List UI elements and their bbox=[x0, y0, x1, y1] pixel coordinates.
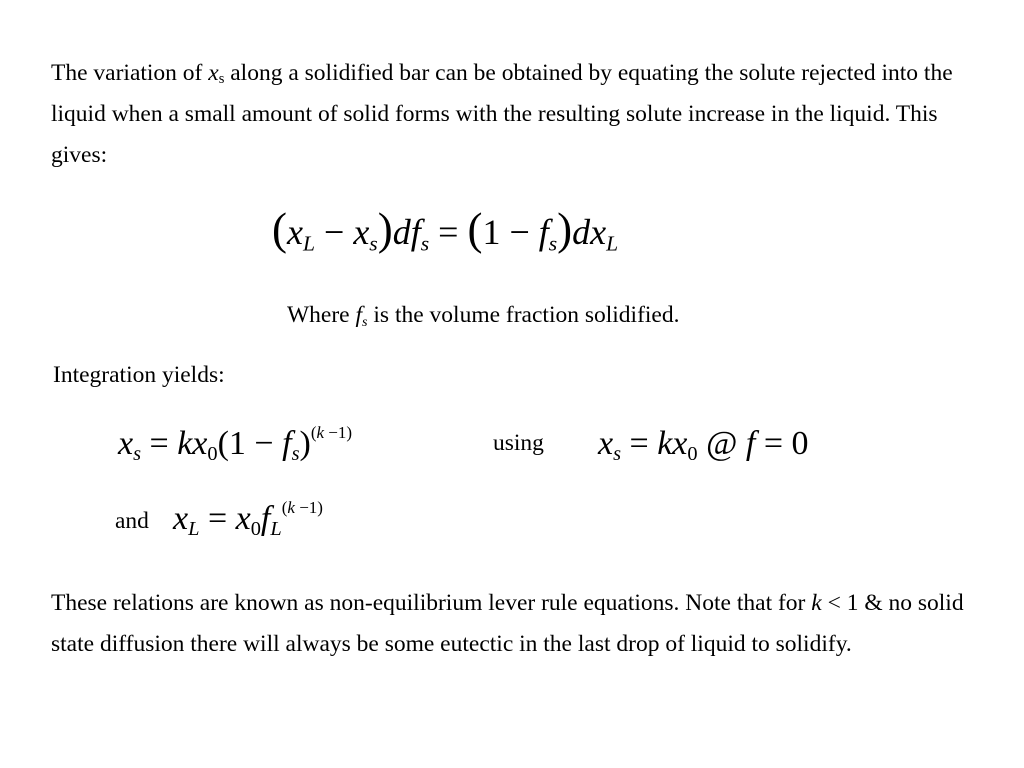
eq2-f-sub: s bbox=[291, 443, 300, 466]
eq3-zero: 0 bbox=[687, 443, 698, 466]
eq3-f: f bbox=[745, 425, 756, 462]
eq1-xl-sub: L bbox=[302, 231, 315, 256]
where-variable-subscript: s bbox=[362, 314, 368, 331]
conclusion-paragraph bbox=[51, 583, 976, 665]
eq2-f: f bbox=[282, 425, 292, 462]
eq4-f: f bbox=[260, 500, 271, 537]
eq4-zero: 0 bbox=[250, 518, 261, 541]
differential-equation bbox=[272, 203, 618, 255]
eq1-one: 1 bbox=[482, 212, 501, 252]
eq1-equals: = bbox=[429, 212, 468, 252]
eq3-lhs-sub: s bbox=[613, 443, 622, 466]
conclusion-k: k bbox=[811, 590, 822, 616]
eq3-equals: = bbox=[621, 425, 658, 462]
eq2-close: ) bbox=[299, 425, 311, 462]
eq1-dx: dx bbox=[572, 212, 607, 252]
boundary-condition-equation bbox=[598, 425, 809, 466]
eq2-open: (1 − bbox=[217, 425, 283, 462]
eq2-exp-rest: −1) bbox=[324, 422, 353, 442]
conclusion-text-end: < 1 & no solid state diffusion there will always be some eutectic in the last drop of liquid to solidify. bbox=[51, 590, 964, 657]
eq1-f: f bbox=[538, 212, 549, 252]
eq2-exp-open: ( bbox=[310, 422, 317, 442]
conclusion-text-start: These relations are known as non-equilibrium lever rule equations. Note that for bbox=[51, 590, 812, 616]
where-text-end: is the volume fraction solidified. bbox=[367, 302, 680, 328]
eq4-exp-k: k bbox=[287, 497, 295, 517]
eq1-xs: x bbox=[353, 212, 370, 252]
eq1-rparen: ) bbox=[377, 204, 393, 254]
and-label: and bbox=[115, 508, 149, 534]
eq2-zero: 0 bbox=[207, 443, 218, 466]
solid-composition-equation bbox=[118, 422, 353, 466]
eq2-lhs-sub: s bbox=[133, 443, 142, 466]
where-line bbox=[287, 302, 680, 329]
eq2-equals: = bbox=[141, 425, 178, 462]
eq2-exp-k: k bbox=[316, 422, 325, 442]
eq1-df-sub: s bbox=[420, 231, 430, 256]
eq4-x: x bbox=[235, 500, 251, 537]
eq4-exp-rest: −1) bbox=[294, 497, 323, 517]
eq2-kx: kx bbox=[177, 425, 208, 462]
eq1-df: df bbox=[392, 212, 421, 252]
eq2-lhs: x bbox=[118, 425, 134, 462]
eq4-lhs-sub: L bbox=[188, 518, 200, 541]
where-variable: f bbox=[355, 302, 363, 328]
intro-text-start: The variation of bbox=[51, 60, 209, 86]
eq1-xl: x bbox=[287, 212, 303, 252]
using-label: using bbox=[493, 430, 544, 456]
where-text-start: Where bbox=[287, 302, 356, 328]
intro-variable: x bbox=[208, 60, 219, 86]
eq4-f-sub: L bbox=[270, 518, 282, 541]
eq1-f-sub: s bbox=[548, 231, 558, 256]
eq1-lparen2: ( bbox=[467, 204, 483, 254]
liquid-composition-equation bbox=[173, 497, 323, 541]
intro-variable-subscript: s bbox=[218, 71, 225, 88]
eq4-equals: = bbox=[199, 500, 236, 537]
intro-text-end: along a solidified bar can be obtained by equating the solute rejected into the liquid when a small amount of solid forms with the resulting solute increase in the liquid. This gives: bbox=[51, 60, 953, 168]
eq1-rparen2: ) bbox=[557, 204, 573, 254]
integration-label: Integration yields: bbox=[53, 362, 225, 388]
eq2-exponent bbox=[311, 423, 352, 442]
eq4-exponent bbox=[282, 498, 323, 517]
eq3-kx: kx bbox=[657, 425, 688, 462]
eq4-exp-open: ( bbox=[281, 497, 288, 517]
eq1-xs-sub: s bbox=[369, 231, 378, 256]
eq1-dx-sub: L bbox=[606, 231, 619, 256]
eq3-lhs: x bbox=[598, 425, 614, 462]
intro-paragraph bbox=[51, 53, 976, 176]
eq4-lhs: x bbox=[173, 500, 189, 537]
eq3-rest: = 0 bbox=[755, 425, 809, 462]
eq3-at: @ bbox=[697, 425, 746, 462]
eq1-minus: − bbox=[315, 212, 354, 252]
eq1-lparen: ( bbox=[272, 204, 287, 254]
eq1-minus2: − bbox=[500, 212, 539, 252]
